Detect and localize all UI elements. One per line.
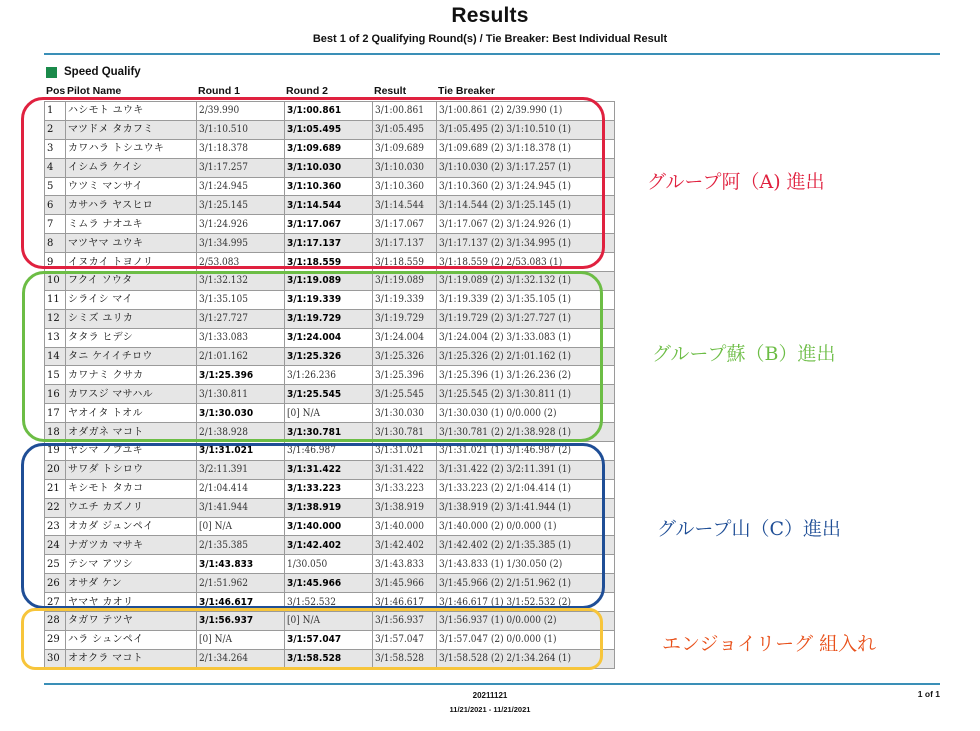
row-round1: 3/1:33.083 bbox=[197, 328, 285, 347]
row-round1: 3/1:30.811 bbox=[197, 385, 285, 404]
row-round1: 2/1:01.162 bbox=[197, 347, 285, 366]
enjoy-league-outline bbox=[21, 608, 603, 670]
row-result: 3/1:58.528 bbox=[373, 649, 437, 668]
row-result: 3/1:10.360 bbox=[373, 177, 437, 196]
section-header bbox=[46, 66, 141, 78]
row-tiebreaker: 3/1:31.021 (1) 3/1:46.987 (2) bbox=[437, 442, 615, 461]
row-pilot-name: キシモト タカコ bbox=[66, 479, 197, 498]
row-result: 3/1:09.689 bbox=[373, 139, 437, 158]
row-pilot-name: タガワ テツヤ bbox=[66, 612, 197, 631]
row-round2: 3/1:24.004 bbox=[285, 328, 373, 347]
row-pos: 20 bbox=[45, 460, 66, 479]
header-rule bbox=[44, 53, 940, 55]
row-round2: 3/1:33.223 bbox=[285, 479, 373, 498]
row-round1: 3/1:30.030 bbox=[197, 404, 285, 423]
row-pos: 29 bbox=[45, 630, 66, 649]
row-round1: [0] N/A bbox=[197, 517, 285, 536]
row-pos: 23 bbox=[45, 517, 66, 536]
row-result: 3/1:46.617 bbox=[373, 593, 437, 612]
col-header-result: Result bbox=[374, 85, 407, 97]
row-tiebreaker: 3/1:33.223 (2) 2/1:04.414 (1) bbox=[437, 479, 615, 498]
row-result: 3/1:43.833 bbox=[373, 555, 437, 574]
row-result: 3/1:19.729 bbox=[373, 309, 437, 328]
row-round1: 3/1:35.105 bbox=[197, 290, 285, 309]
row-round2: 3/1:19.339 bbox=[285, 290, 373, 309]
row-pos: 19 bbox=[45, 442, 66, 461]
row-round1: 2/53.083 bbox=[197, 253, 285, 272]
row-round1: 2/1:04.414 bbox=[197, 479, 285, 498]
row-round1: 3/1:46.617 bbox=[197, 593, 285, 612]
row-pos: 25 bbox=[45, 555, 66, 574]
row-tiebreaker: 3/1:25.396 (1) 3/1:26.236 (2) bbox=[437, 366, 615, 385]
row-pos: 21 bbox=[45, 479, 66, 498]
row-result: 3/1:25.326 bbox=[373, 347, 437, 366]
row-pos: 26 bbox=[45, 574, 66, 593]
row-pilot-name: ハシモト ユウキ bbox=[66, 102, 197, 121]
row-tiebreaker: 3/1:00.861 (2) 2/39.990 (1) bbox=[437, 102, 615, 121]
row-result: 3/1:38.919 bbox=[373, 498, 437, 517]
row-pos: 12 bbox=[45, 309, 66, 328]
row-pilot-name: ハラ シュンペイ bbox=[66, 630, 197, 649]
row-tiebreaker: 3/1:05.495 (2) 3/1:10.510 (1) bbox=[437, 120, 615, 139]
row-pilot-name: カワハラ トシユウキ bbox=[66, 139, 197, 158]
row-round2: 3/1:26.236 bbox=[285, 366, 373, 385]
row-tiebreaker: 3/1:19.339 (2) 3/1:35.105 (1) bbox=[437, 290, 615, 309]
row-tiebreaker: 3/1:30.030 (1) 0/0.000 (2) bbox=[437, 404, 615, 423]
row-result: 3/1:57.047 bbox=[373, 630, 437, 649]
row-pos: 24 bbox=[45, 536, 66, 555]
row-pilot-name: イヌカイ トヨノリ bbox=[66, 253, 197, 272]
col-header-pilot: Pilot Name bbox=[67, 85, 122, 97]
row-pilot-name: ミムラ ナオユキ bbox=[66, 215, 197, 234]
row-round2: 3/1:10.360 bbox=[285, 177, 373, 196]
footer-page-number: 1 of 1 bbox=[917, 689, 940, 699]
row-pilot-name: シミズ ユリカ bbox=[66, 309, 197, 328]
row-pilot-name: タニ ケイイチロウ bbox=[66, 347, 197, 366]
row-round1: 3/1:17.257 bbox=[197, 158, 285, 177]
row-tiebreaker: 3/1:25.545 (2) 3/1:30.811 (1) bbox=[437, 385, 615, 404]
row-result: 3/1:33.223 bbox=[373, 479, 437, 498]
row-result: 3/1:00.861 bbox=[373, 102, 437, 121]
row-pilot-name: フクイ ソウタ bbox=[66, 272, 197, 291]
row-pos: 9 bbox=[45, 253, 66, 272]
group-c-label: グループ山（C）進出 bbox=[657, 518, 842, 540]
row-pos: 8 bbox=[45, 234, 66, 253]
row-round1: 3/1:56.937 bbox=[197, 612, 285, 631]
row-pilot-name: ナガツカ マサキ bbox=[66, 536, 197, 555]
row-pilot-name: オオクラ マコト bbox=[66, 649, 197, 668]
row-round2: [0] N/A bbox=[285, 612, 373, 631]
row-pilot-name: シライシ マイ bbox=[66, 290, 197, 309]
row-pos: 1 bbox=[45, 102, 66, 121]
row-round1: 2/1:34.264 bbox=[197, 649, 285, 668]
row-round2: 3/1:00.861 bbox=[285, 102, 373, 121]
row-round2: 3/1:25.326 bbox=[285, 347, 373, 366]
section-title: Speed Qualify bbox=[64, 66, 141, 78]
row-result: 3/1:14.544 bbox=[373, 196, 437, 215]
row-pilot-name: ヤオイタ トオル bbox=[66, 404, 197, 423]
row-tiebreaker: 3/1:46.617 (1) 3/1:52.532 (2) bbox=[437, 593, 615, 612]
row-round2: 3/1:30.781 bbox=[285, 423, 373, 442]
row-pilot-name: オカダ ジュンペイ bbox=[66, 517, 197, 536]
group-c-outline bbox=[21, 443, 605, 609]
row-result: 3/1:17.067 bbox=[373, 215, 437, 234]
row-tiebreaker: 3/1:09.689 (2) 3/1:18.378 (1) bbox=[437, 139, 615, 158]
row-pilot-name: ヤシマ ノブユキ bbox=[66, 442, 197, 461]
page-title: Results bbox=[451, 4, 529, 27]
row-result: 3/1:25.396 bbox=[373, 366, 437, 385]
col-header-round2: Round 2 bbox=[286, 85, 328, 97]
row-tiebreaker: 3/1:57.047 (2) 0/0.000 (1) bbox=[437, 630, 615, 649]
row-pos: 7 bbox=[45, 215, 66, 234]
group-a-outline bbox=[21, 97, 605, 269]
row-round2: 3/1:14.544 bbox=[285, 196, 373, 215]
row-round2: 3/1:25.545 bbox=[285, 385, 373, 404]
row-round2: 3/1:17.067 bbox=[285, 215, 373, 234]
row-round1: 2/1:38.928 bbox=[197, 423, 285, 442]
row-round1: 3/1:34.995 bbox=[197, 234, 285, 253]
row-pilot-name: カワナミ クサカ bbox=[66, 366, 197, 385]
row-pilot-name: マツヤマ ユウキ bbox=[66, 234, 197, 253]
row-round1: 2/1:51.962 bbox=[197, 574, 285, 593]
row-pos: 22 bbox=[45, 498, 66, 517]
row-round2: 3/1:31.422 bbox=[285, 460, 373, 479]
row-result: 3/1:31.021 bbox=[373, 442, 437, 461]
green-square-icon bbox=[46, 67, 57, 78]
footer-rule bbox=[44, 683, 940, 685]
row-pos: 2 bbox=[45, 120, 66, 139]
row-round2: 3/1:42.402 bbox=[285, 536, 373, 555]
row-tiebreaker: 3/1:25.326 (2) 2/1:01.162 (1) bbox=[437, 347, 615, 366]
row-round1: 3/1:27.727 bbox=[197, 309, 285, 328]
row-round1: 3/1:41.944 bbox=[197, 498, 285, 517]
group-b-outline bbox=[22, 271, 603, 442]
row-pilot-name: タタラ ヒデシ bbox=[66, 328, 197, 347]
row-pos: 10 bbox=[45, 272, 66, 291]
row-round1: 3/2:11.391 bbox=[197, 460, 285, 479]
row-result: 3/1:45.966 bbox=[373, 574, 437, 593]
row-tiebreaker: 3/1:31.422 (2) 3/2:11.391 (1) bbox=[437, 460, 615, 479]
row-tiebreaker: 3/1:19.089 (2) 3/1:32.132 (1) bbox=[437, 272, 615, 291]
row-round2: 3/1:57.047 bbox=[285, 630, 373, 649]
row-round1: 3/1:32.132 bbox=[197, 272, 285, 291]
row-tiebreaker: 3/1:14.544 (2) 3/1:25.145 (1) bbox=[437, 196, 615, 215]
row-round1: [0] N/A bbox=[197, 630, 285, 649]
row-round2: 3/1:58.528 bbox=[285, 649, 373, 668]
row-pos: 27 bbox=[45, 593, 66, 612]
row-pos: 11 bbox=[45, 290, 66, 309]
row-pilot-name: イシムラ ケイシ bbox=[66, 158, 197, 177]
row-round1: 3/1:24.926 bbox=[197, 215, 285, 234]
row-tiebreaker: 3/1:17.137 (2) 3/1:34.995 (1) bbox=[437, 234, 615, 253]
row-pos: 4 bbox=[45, 158, 66, 177]
row-pilot-name: カワスジ マサハル bbox=[66, 385, 197, 404]
row-result: 3/1:18.559 bbox=[373, 253, 437, 272]
row-tiebreaker: 3/1:45.966 (2) 2/1:51.962 (1) bbox=[437, 574, 615, 593]
row-tiebreaker: 3/1:40.000 (2) 0/0.000 (1) bbox=[437, 517, 615, 536]
row-round1: 3/1:25.145 bbox=[197, 196, 285, 215]
row-round2: 3/1:19.089 bbox=[285, 272, 373, 291]
row-round1: 3/1:10.510 bbox=[197, 120, 285, 139]
enjoy-league-label: エンジョイリーグ 組入れ bbox=[662, 633, 877, 655]
row-pos: 13 bbox=[45, 328, 66, 347]
row-round2: 3/1:05.495 bbox=[285, 120, 373, 139]
row-result: 3/1:56.937 bbox=[373, 612, 437, 631]
row-pos: 17 bbox=[45, 404, 66, 423]
row-tiebreaker: 3/1:42.402 (2) 2/1:35.385 (1) bbox=[437, 536, 615, 555]
row-pos: 30 bbox=[45, 649, 66, 668]
row-pilot-name: ウツミ マンサイ bbox=[66, 177, 197, 196]
row-round2: [0] N/A bbox=[285, 404, 373, 423]
row-pilot-name: マツドメ タカフミ bbox=[66, 120, 197, 139]
row-round2: 3/1:19.729 bbox=[285, 309, 373, 328]
row-round1: 2/39.990 bbox=[197, 102, 285, 121]
row-pos: 18 bbox=[45, 423, 66, 442]
row-pos: 15 bbox=[45, 366, 66, 385]
row-result: 3/1:31.422 bbox=[373, 460, 437, 479]
row-pilot-name: ウエチ カズノリ bbox=[66, 498, 197, 517]
col-header-pos: Pos bbox=[46, 85, 66, 97]
row-result: 3/1:25.545 bbox=[373, 385, 437, 404]
row-pos: 3 bbox=[45, 139, 66, 158]
row-pos: 14 bbox=[45, 347, 66, 366]
row-round1: 3/1:25.396 bbox=[197, 366, 285, 385]
page-subtitle: Best 1 of 2 Qualifying Round(s) / Tie Breaker: Best Individual Result bbox=[312, 33, 668, 45]
footer-event-code: 20211121 bbox=[472, 691, 508, 700]
row-pos: 6 bbox=[45, 196, 66, 215]
row-round1: 2/1:35.385 bbox=[197, 536, 285, 555]
row-round2: 3/1:10.030 bbox=[285, 158, 373, 177]
col-header-round1: Round 1 bbox=[198, 85, 240, 97]
row-tiebreaker: 3/1:38.919 (2) 3/1:41.944 (1) bbox=[437, 498, 615, 517]
row-tiebreaker: 3/1:17.067 (2) 3/1:24.926 (1) bbox=[437, 215, 615, 234]
row-tiebreaker: 3/1:10.030 (2) 3/1:17.257 (1) bbox=[437, 158, 615, 177]
row-pilot-name: カサハラ ヤスヒロ bbox=[66, 196, 197, 215]
row-pilot-name: サワダ トシロウ bbox=[66, 460, 197, 479]
row-tiebreaker: 3/1:56.937 (1) 0/0.000 (2) bbox=[437, 612, 615, 631]
group-b-label: グループ蘇（B）進出 bbox=[652, 343, 836, 365]
row-tiebreaker: 3/1:10.360 (2) 3/1:24.945 (1) bbox=[437, 177, 615, 196]
row-round1: 3/1:24.945 bbox=[197, 177, 285, 196]
row-tiebreaker: 3/1:24.004 (2) 3/1:33.083 (1) bbox=[437, 328, 615, 347]
row-round2: 3/1:17.137 bbox=[285, 234, 373, 253]
row-result: 3/1:30.030 bbox=[373, 404, 437, 423]
row-result: 3/1:24.004 bbox=[373, 328, 437, 347]
row-pilot-name: オダガネ マコト bbox=[66, 423, 197, 442]
row-round2: 3/1:38.919 bbox=[285, 498, 373, 517]
row-pilot-name: オサダ ケン bbox=[66, 574, 197, 593]
row-result: 3/1:10.030 bbox=[373, 158, 437, 177]
group-a-label: グループ阿（A) 進出 bbox=[647, 171, 825, 193]
row-result: 3/1:05.495 bbox=[373, 120, 437, 139]
row-round2: 3/1:52.532 bbox=[285, 593, 373, 612]
row-pilot-name: テシマ アツシ bbox=[66, 555, 197, 574]
row-pos: 16 bbox=[45, 385, 66, 404]
row-result: 3/1:19.089 bbox=[373, 272, 437, 291]
row-round2: 3/1:45.966 bbox=[285, 574, 373, 593]
col-header-tiebreaker: Tie Breaker bbox=[438, 85, 496, 97]
row-tiebreaker: 3/1:30.781 (2) 2/1:38.928 (1) bbox=[437, 423, 615, 442]
row-round2: 3/1:18.559 bbox=[285, 253, 373, 272]
row-round2: 3/1:09.689 bbox=[285, 139, 373, 158]
row-round1: 3/1:18.378 bbox=[197, 139, 285, 158]
row-tiebreaker: 3/1:18.559 (2) 2/53.083 (1) bbox=[437, 253, 615, 272]
row-pilot-name: ヤマヤ カオリ bbox=[66, 593, 197, 612]
footer-date-range: 11/21/2021 - 11/21/2021 bbox=[449, 705, 531, 714]
row-tiebreaker: 3/1:19.729 (2) 3/1:27.727 (1) bbox=[437, 309, 615, 328]
row-tiebreaker: 3/1:58.528 (2) 2/1:34.264 (1) bbox=[437, 649, 615, 668]
row-tiebreaker: 3/1:43.833 (1) 1/30.050 (2) bbox=[437, 555, 615, 574]
row-result: 3/1:40.000 bbox=[373, 517, 437, 536]
row-result: 3/1:19.339 bbox=[373, 290, 437, 309]
row-result: 3/1:17.137 bbox=[373, 234, 437, 253]
row-round2: 3/1:46.987 bbox=[285, 442, 373, 461]
row-result: 3/1:30.781 bbox=[373, 423, 437, 442]
row-round1: 3/1:31.021 bbox=[197, 442, 285, 461]
row-pos: 28 bbox=[45, 612, 66, 631]
row-result: 3/1:42.402 bbox=[373, 536, 437, 555]
row-round1: 3/1:43.833 bbox=[197, 555, 285, 574]
row-round2: 1/30.050 bbox=[285, 555, 373, 574]
row-pos: 5 bbox=[45, 177, 66, 196]
row-round2: 3/1:40.000 bbox=[285, 517, 373, 536]
